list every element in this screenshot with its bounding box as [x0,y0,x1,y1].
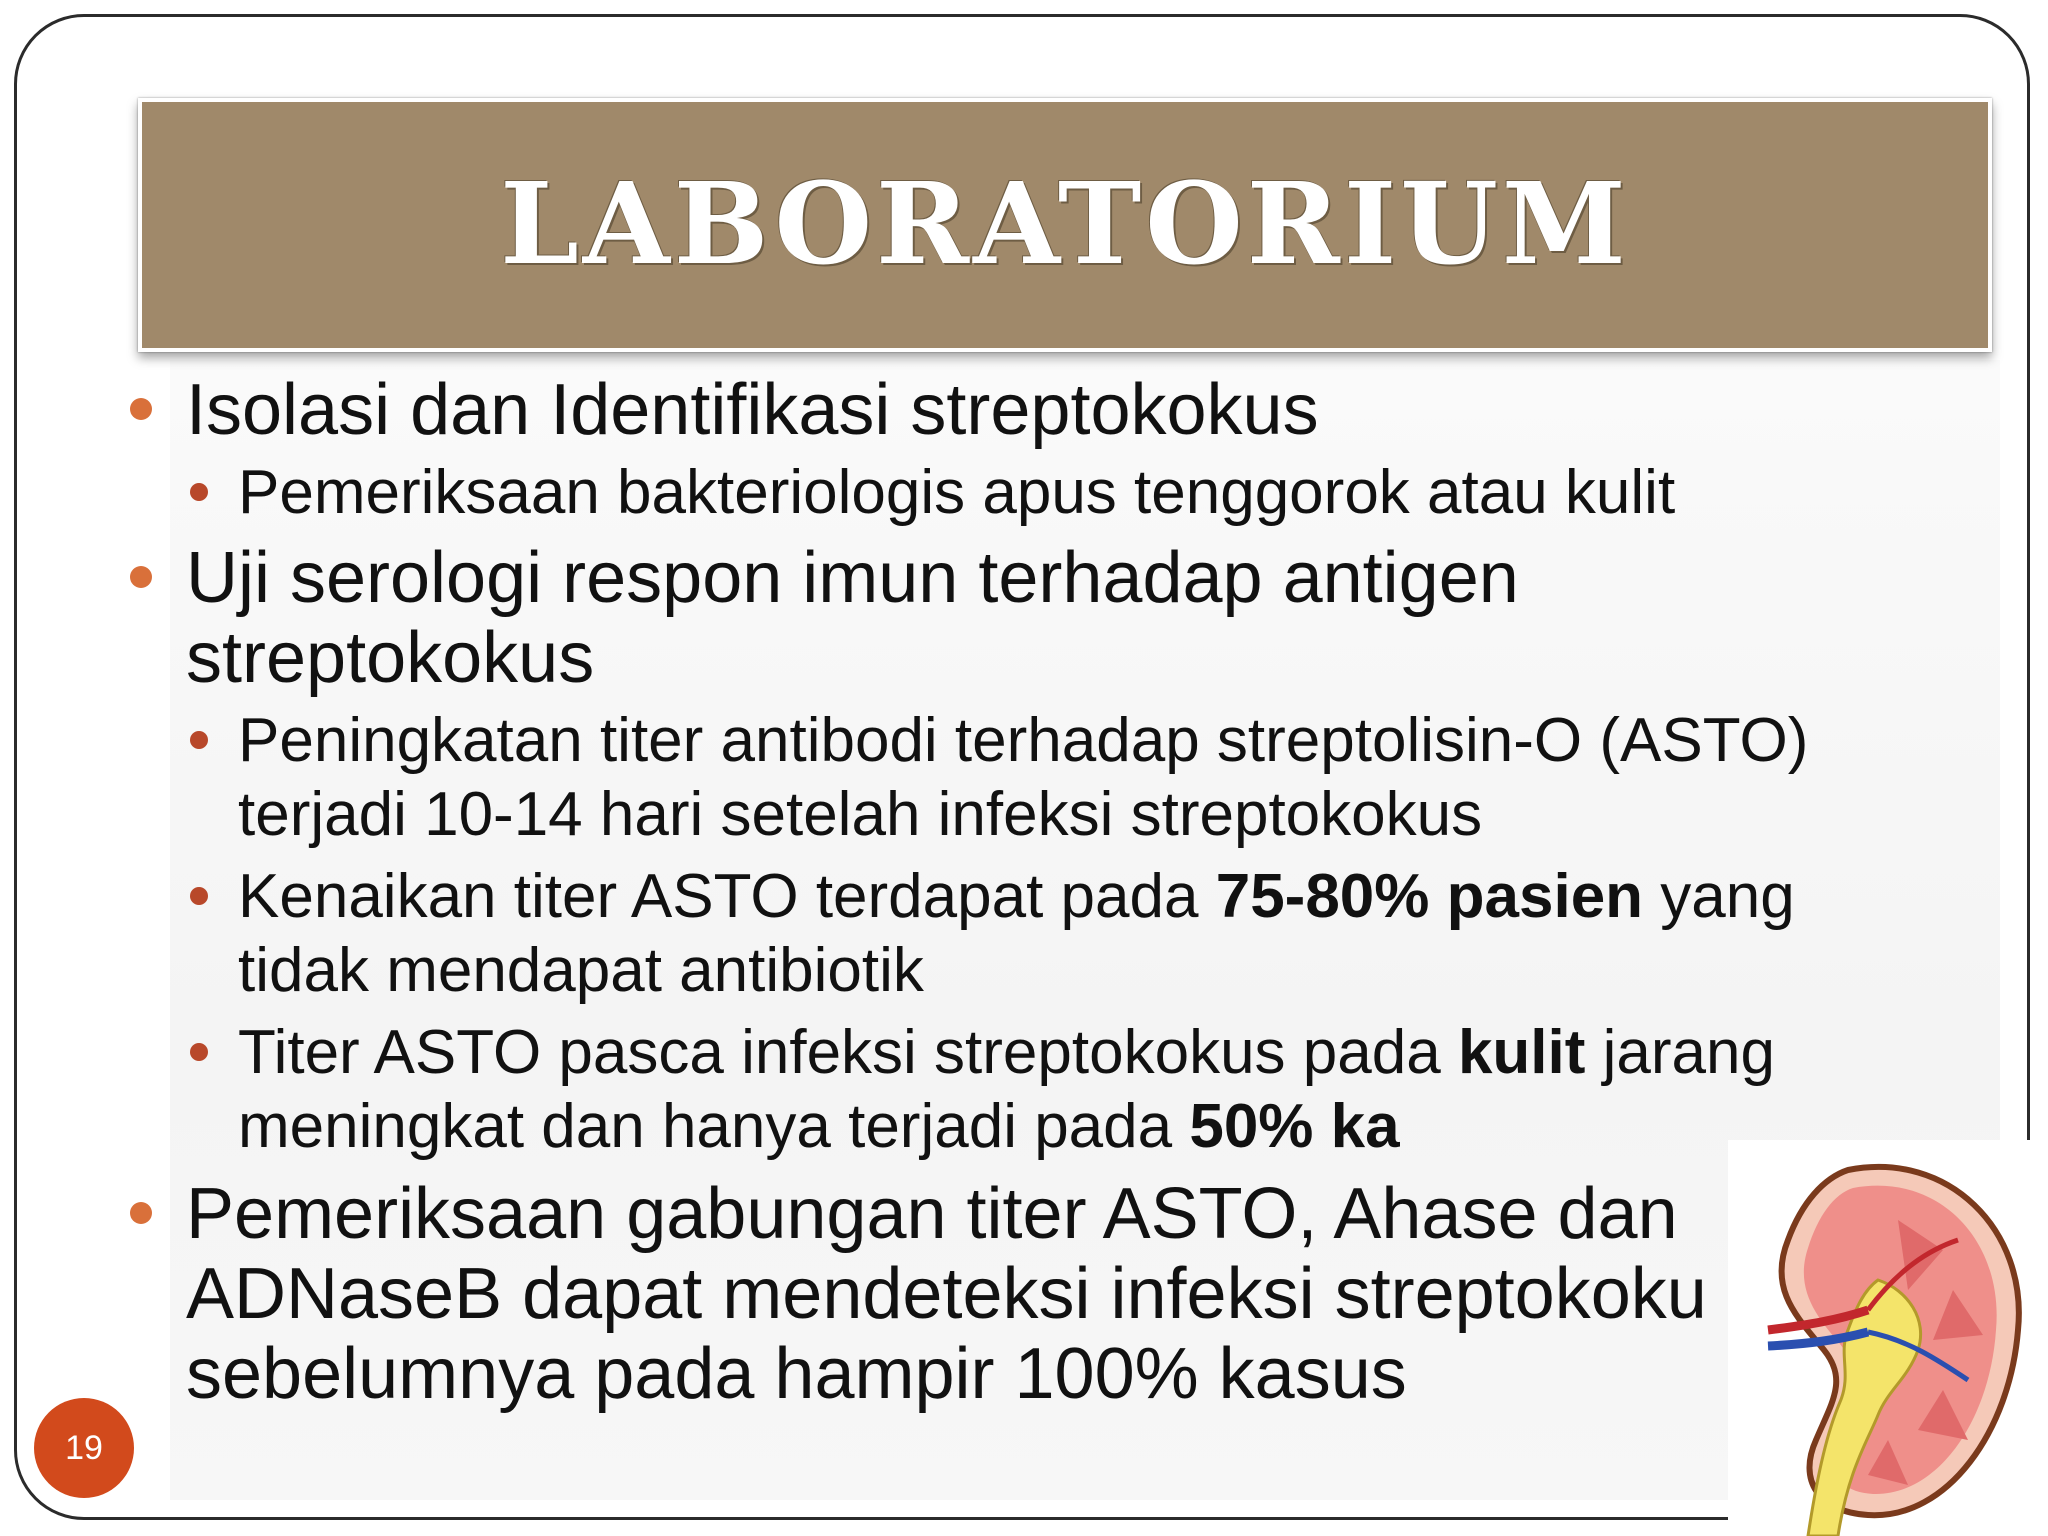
sub-bullet-text: Pemeriksaan bakteriologis apus tenggorok atau kulit [238,458,1676,527]
title-bar [138,98,1992,352]
sub-bullet-item [190,1016,1860,1164]
bullet-dot-icon [130,398,152,420]
bullet-item [130,538,1860,698]
bullet-dot-icon [130,566,152,588]
sub-bullet-text-post: yang tidak mendapat antibiotik [238,862,1795,1005]
sub-bullet-dot-icon [190,1043,208,1061]
sub-bullet-item [190,860,1860,1008]
bullet-item [130,1174,1860,1414]
kidney-illustration [1728,1140,2048,1536]
sub-bullet-text-pre: Kenaikan titer ASTO terdapat pada [238,862,1216,931]
sub-bullet-text: Peningkatan titer antibodi terhadap streptolisin-O (ASTO) terjadi 10-14 hari setelah infeksi streptokokus [238,706,1809,849]
sub-bullet-text-bold: kulit [1457,1018,1586,1087]
kidney-icon [1728,1140,2048,1536]
sub-bullet-dot-icon [190,483,208,501]
sub-bullet-dot-icon [190,887,208,905]
bullet-dot-icon [130,1202,152,1224]
page-number: 19 [65,1428,103,1467]
bullet-item [130,370,1860,450]
slide-title: LABORATORIUM [500,159,1630,290]
sub-bullet-text-pre: Titer ASTO pasca infeksi streptokokus pada [238,1018,1458,1087]
sub-bullet-text-bold: 75-80% pasien [1215,862,1644,931]
bullet-text: Pemeriksaan gabungan titer ASTO, Ahase dan ADNaseB dapat mendeteksi infeksi streptokoku sebelumnya pada hampir 100% kasus [186,1174,1707,1414]
sub-bullet-dot-icon [190,731,208,749]
sub-bullet-text-bold-2: 50% ka [1189,1092,1400,1161]
sub-bullet-item [190,704,1860,852]
bullet-list [130,370,1860,1420]
bullet-text: Isolasi dan Identifikasi streptokokus [186,370,1319,450]
page-number-badge [34,1398,134,1498]
sub-bullet-item [190,456,1860,530]
sub-bullet-text-post: jarang meningkat dan hanya terjadi pada [238,1018,1775,1161]
bullet-text: Uji serologi respon imun terhadap antigen streptokokus [186,538,1519,698]
